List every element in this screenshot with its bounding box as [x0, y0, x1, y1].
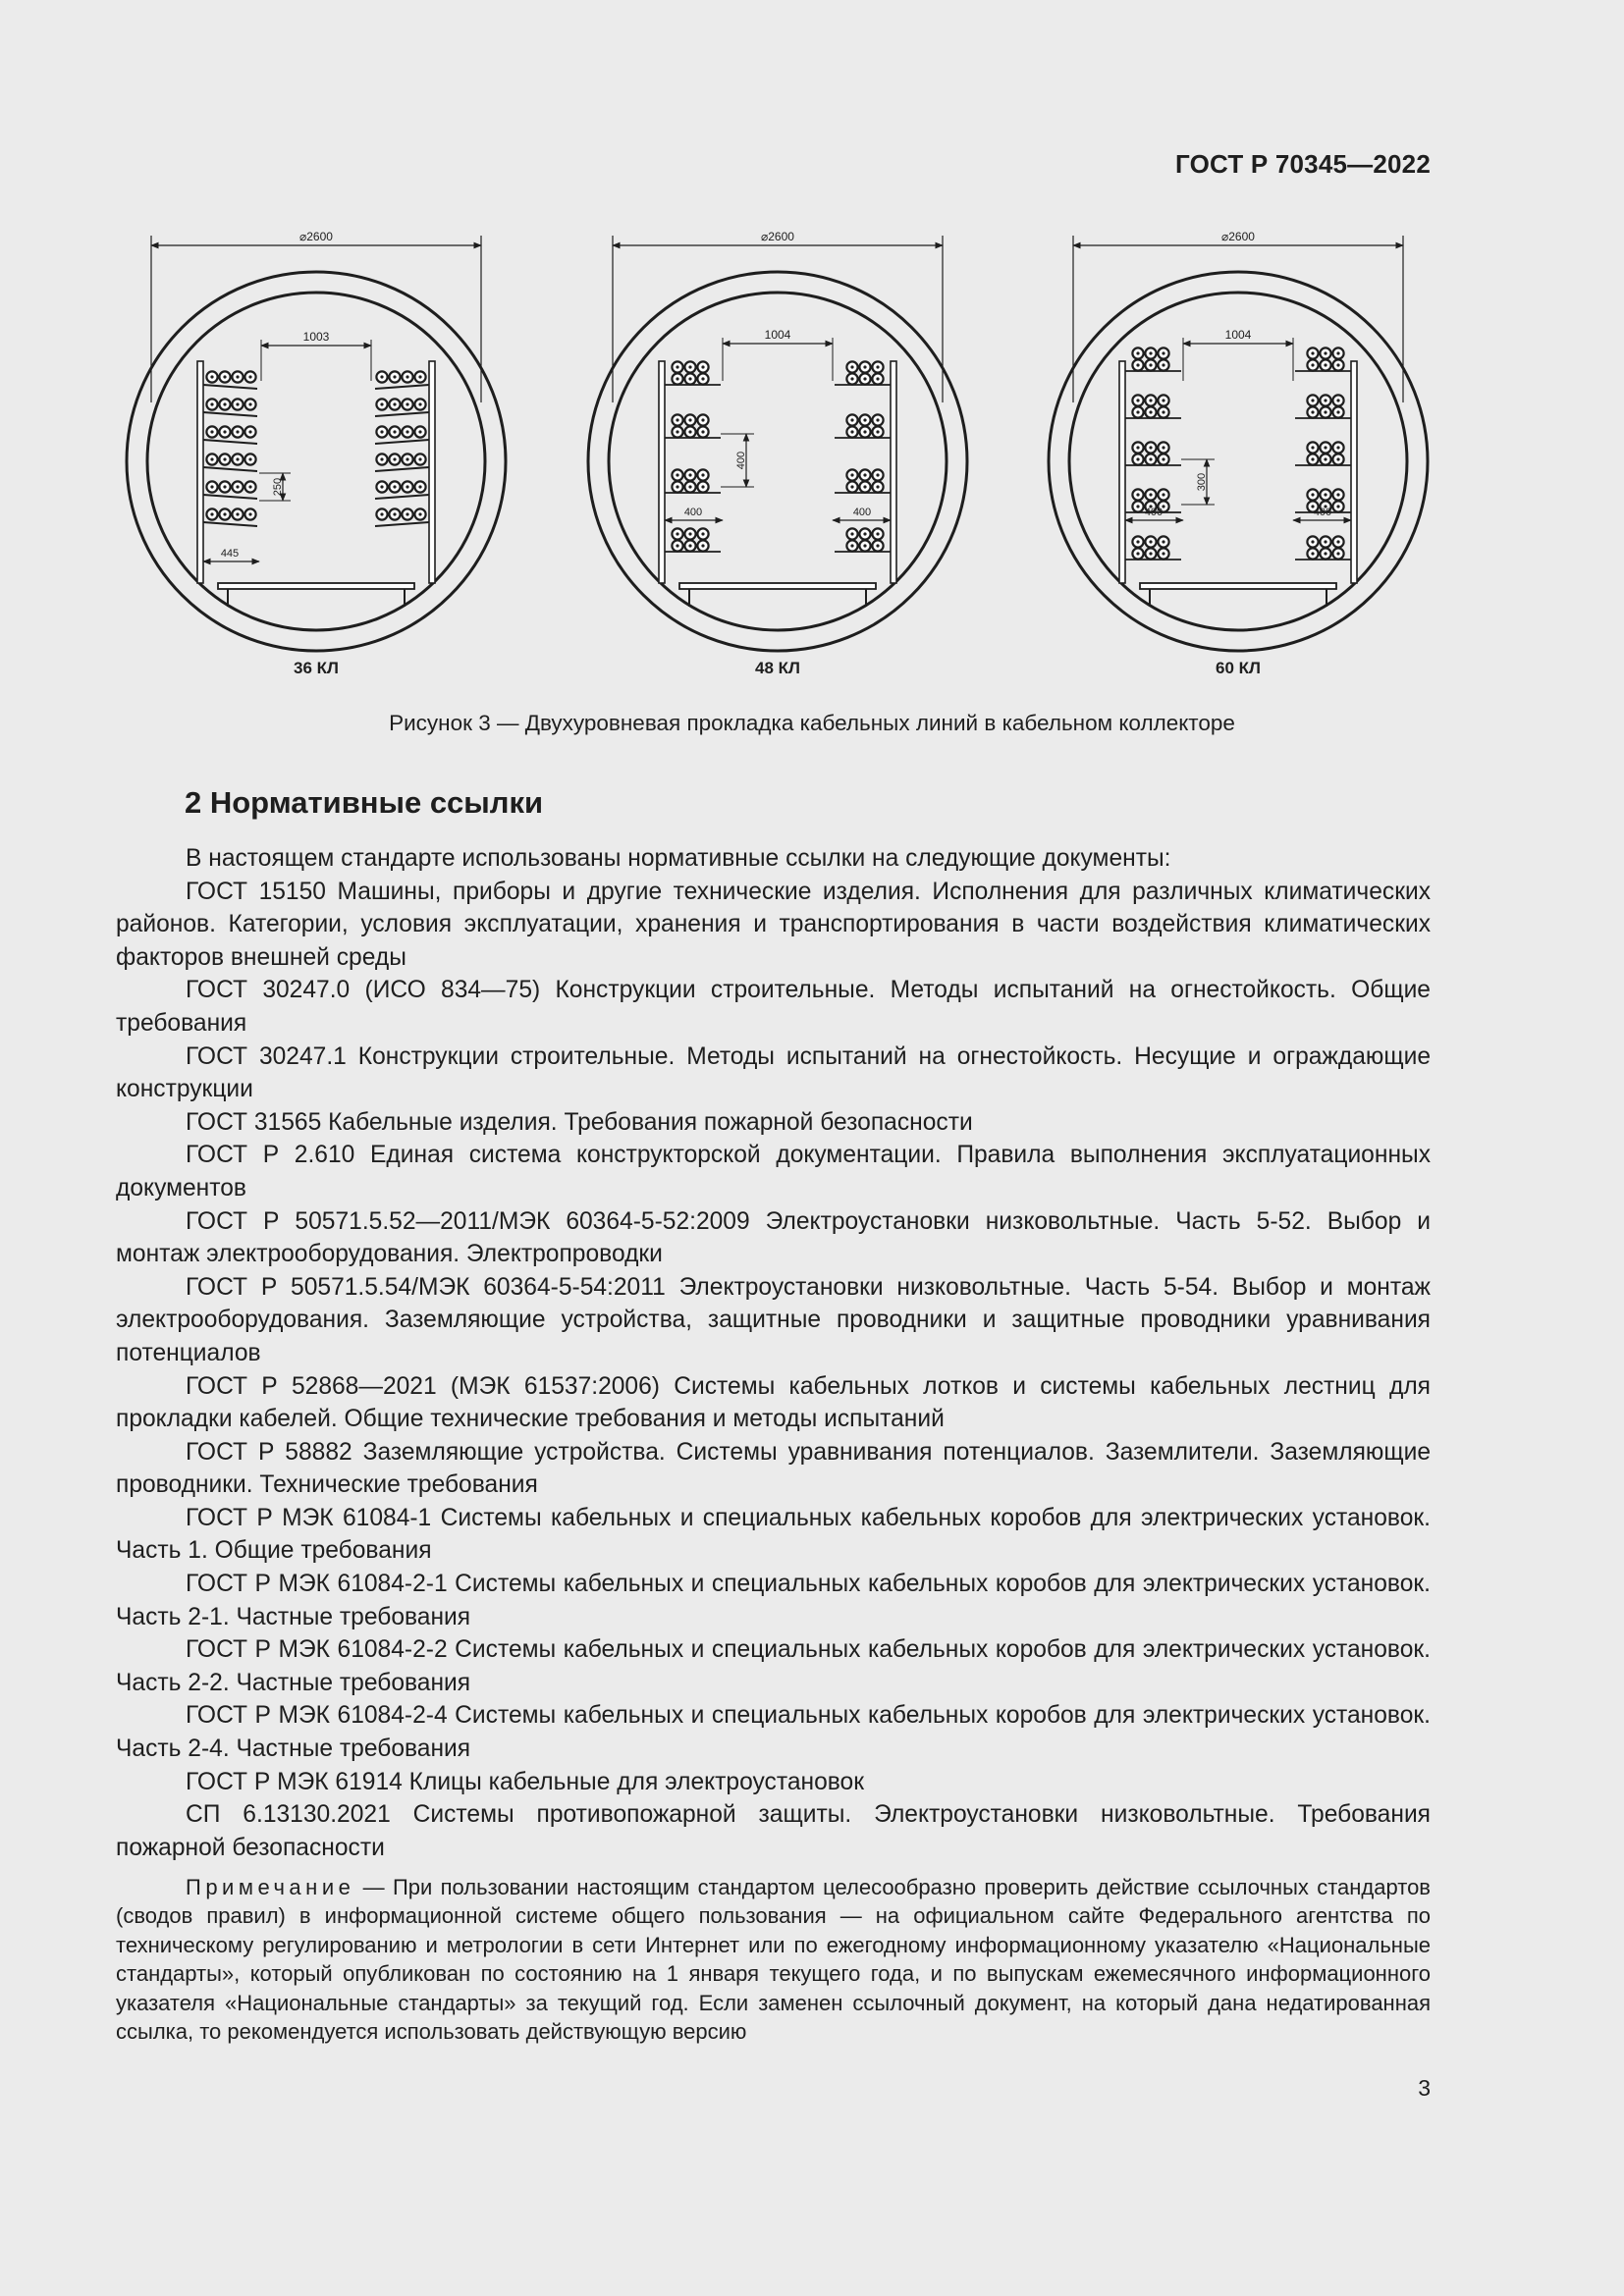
cable-symbol	[376, 371, 387, 382]
section-title: 2 Нормативные ссылки	[185, 785, 544, 820]
reference-item: ГОСТ 30247.1 Конструкции строительные. Методы испытаний на огнестойкость. Несущие и ограждающие конструкции	[116, 1042, 1431, 1103]
cable-symbol	[1132, 489, 1143, 500]
cable-symbol	[872, 481, 883, 492]
cable-symbol	[389, 399, 400, 409]
cable-shelf	[203, 412, 257, 416]
cable-symbol	[244, 399, 255, 409]
cable-symbol	[232, 399, 243, 409]
cable-symbol	[244, 426, 255, 437]
cable-symbol	[376, 454, 387, 464]
shelf-label: 400	[852, 507, 872, 518]
cable-symbol	[697, 540, 708, 551]
cable-symbol	[1158, 489, 1168, 500]
cable-symbol	[859, 540, 870, 551]
cable-symbol	[872, 414, 883, 425]
cable-symbol	[1132, 395, 1143, 405]
reference-item: ГОСТ Р 50571.5.54/МЭК 60364-5-54:2011 Электроустановки низковольтные. Часть 5-54. Выбор и монтаж электрооборудования. Заземляющие устройства, защитные проводники и защитные проводники уравнивания потенциалов	[116, 1273, 1431, 1366]
cable-symbol	[376, 399, 387, 409]
support-post-right	[891, 361, 896, 583]
cable-symbol	[414, 508, 425, 519]
cable-symbol	[1145, 489, 1156, 500]
cable-symbol	[1307, 548, 1318, 559]
cable-symbol	[414, 426, 425, 437]
note-label: Примечание	[186, 1875, 355, 1899]
shelf-label: 400	[683, 507, 703, 518]
reference-item: ГОСТ Р МЭК 61084-2-4 Системы кабельных и специальных кабельных коробов для электрических установок. Часть 2-4. Частные требования	[116, 1702, 1431, 1763]
cable-symbol	[414, 399, 425, 409]
cable-symbol	[402, 399, 412, 409]
cable-symbol	[672, 426, 682, 437]
cable-symbol	[1145, 548, 1156, 559]
cable-symbol	[846, 426, 857, 437]
cable-symbol	[206, 508, 217, 519]
diameter-label: ⌀2600	[299, 230, 333, 243]
cable-symbol	[1132, 359, 1143, 370]
cable-symbol	[219, 399, 230, 409]
reference-item: ГОСТ Р 58882 Заземляющие устройства. Системы уравнивания потенциалов. Заземлители. Заземляющие проводники. Технические требования	[116, 1438, 1431, 1499]
cable-symbol	[1145, 536, 1156, 547]
cable-symbol	[1158, 536, 1168, 547]
cable-symbol	[1132, 454, 1143, 464]
cable-symbol	[376, 426, 387, 437]
cable-symbol	[1320, 395, 1330, 405]
cable-symbol	[684, 540, 695, 551]
figure-caption: Рисунок 3 — Двухуровневая прокладка кабельных линий в кабельном коллекторе	[389, 711, 1235, 735]
cable-symbol	[232, 454, 243, 464]
cable-symbol	[846, 528, 857, 539]
cable-symbol	[1307, 359, 1318, 370]
cable-symbol	[859, 414, 870, 425]
cable-shelf	[375, 412, 429, 416]
cable-symbol	[1332, 489, 1343, 500]
panel-label: 36 КЛ	[294, 659, 339, 677]
cable-symbol	[1332, 548, 1343, 559]
reference-item: ГОСТ Р МЭК 61914 Клицы кабельные для электроустановок	[186, 1768, 864, 1795]
cable-symbol	[872, 426, 883, 437]
cable-symbol	[402, 481, 412, 492]
spacing-label: 400	[735, 451, 747, 470]
cable-collector-figure	[108, 216, 1453, 687]
cable-shelf	[375, 385, 429, 389]
cable-shelf	[375, 495, 429, 499]
cable-symbol	[1307, 442, 1318, 453]
cable-symbol	[232, 481, 243, 492]
cable-symbol	[402, 371, 412, 382]
cable-symbol	[697, 481, 708, 492]
reference-item: ГОСТ 15150 Машины, приборы и другие технические изделия. Исполнения для различных климатических районов. Категории, условия эксплуатации, хранения и транспортирования в части воздействия климатических факторов внешней среды	[116, 878, 1431, 971]
cable-shelf	[203, 467, 257, 471]
reference-item: ГОСТ Р 52868—2021 (МЭК 61537:2006) Системы кабельных лотков и системы кабельных лестниц для прокладки кабелей. Общие технические требования и методы испытаний	[116, 1372, 1431, 1433]
cable-symbol	[376, 481, 387, 492]
cable-symbol	[1332, 347, 1343, 358]
reference-item: ГОСТ 30247.0 (ИСО 834—75) Конструкции строительные. Методы испытаний на огнестойкость. Общие требования	[116, 977, 1431, 1037]
cable-symbol	[1307, 454, 1318, 464]
cable-symbol	[697, 469, 708, 480]
cable-symbol	[1145, 406, 1156, 417]
cable-symbol	[672, 540, 682, 551]
cable-symbol	[1320, 489, 1330, 500]
cable-symbol	[672, 361, 682, 372]
shelf-label: 400	[1144, 507, 1164, 518]
cable-symbol	[232, 508, 243, 519]
cable-symbol	[389, 426, 400, 437]
cable-symbol	[859, 373, 870, 384]
cable-symbol	[846, 361, 857, 372]
cable-symbol	[1132, 536, 1143, 547]
spacing-label: 250	[272, 477, 284, 497]
cable-symbol	[684, 528, 695, 539]
support-post-left	[197, 361, 203, 583]
note	[116, 1873, 1431, 2046]
cable-symbol	[684, 373, 695, 384]
cable-symbol	[402, 508, 412, 519]
cable-symbol	[672, 414, 682, 425]
cable-symbol	[1158, 347, 1168, 358]
cable-symbol	[859, 481, 870, 492]
page-number: 3	[1418, 2075, 1431, 2101]
reference-item: ГОСТ Р 50571.5.52—2011/МЭК 60364-5-52:2009 Электроустановки низковольтные. Часть 5-52. Выбор и монтаж электрооборудования. Электропроводки	[116, 1207, 1431, 1268]
cable-shelf	[203, 495, 257, 499]
cable-symbol	[846, 540, 857, 551]
cable-symbol	[672, 469, 682, 480]
cable-symbol	[1320, 442, 1330, 453]
cable-symbol	[1132, 347, 1143, 358]
note-text: — При пользовании настоящим стандартом целесообразно проверить действие ссылочных стандартов (сводов правил) в информационной системе общего пользования — на официальном сайте Федерального агентства по техническому регулированию и метрологии в сети Интернет или по ежегодному информационному указателю «Национальные стандарты», который опубликован по состоянию на 1 января текущего года, и по выпускам ежемесячного информационного указателя «Национальные стандарты» за текущий год. Если заменен ссылочный документ, на который дана недатированная ссылка, то рекомендуется использовать действующую версию	[116, 1875, 1431, 2045]
cable-symbol	[1307, 536, 1318, 547]
cable-symbol	[1332, 395, 1343, 405]
cable-symbol	[697, 528, 708, 539]
cable-symbol	[846, 481, 857, 492]
references-list	[116, 842, 1431, 1864]
cable-symbol	[1145, 395, 1156, 405]
cable-symbol	[1332, 454, 1343, 464]
diameter-label: ⌀2600	[1221, 230, 1255, 243]
shelf-label: 445	[220, 548, 240, 560]
cable-symbol	[1158, 454, 1168, 464]
cable-symbol	[1132, 406, 1143, 417]
cable-symbol	[872, 540, 883, 551]
cable-symbol	[1320, 359, 1330, 370]
floor-platform	[679, 583, 876, 589]
cable-symbol	[219, 454, 230, 464]
cable-shelf	[375, 522, 429, 526]
cable-symbol	[872, 528, 883, 539]
cable-symbol	[1320, 347, 1330, 358]
panel-label: 60 КЛ	[1216, 659, 1261, 677]
cable-symbol	[402, 454, 412, 464]
panel-label: 48 КЛ	[755, 659, 800, 677]
cable-symbol	[1145, 454, 1156, 464]
cable-symbol	[846, 373, 857, 384]
cable-symbol	[697, 361, 708, 372]
cable-shelf	[203, 522, 257, 526]
cable-symbol	[219, 426, 230, 437]
cable-shelf	[203, 440, 257, 444]
cable-symbol	[232, 371, 243, 382]
reference-item: ГОСТ Р МЭК 61084-2-1 Системы кабельных и специальных кабельных коробов для электрических установок. Часть 2-1. Частные требования	[116, 1571, 1431, 1630]
cable-symbol	[846, 414, 857, 425]
floor-platform	[218, 583, 414, 589]
cable-symbol	[1320, 454, 1330, 464]
support-post-left	[1119, 361, 1125, 583]
cable-symbol	[684, 414, 695, 425]
cable-shelf	[203, 385, 257, 389]
cable-symbol	[389, 481, 400, 492]
cable-symbol	[684, 361, 695, 372]
cable-symbol	[402, 426, 412, 437]
cable-symbol	[1145, 442, 1156, 453]
cable-symbol	[697, 414, 708, 425]
cable-symbol	[672, 528, 682, 539]
cable-symbol	[414, 371, 425, 382]
cable-symbol	[414, 454, 425, 464]
cable-symbol	[1158, 406, 1168, 417]
cable-symbol	[219, 508, 230, 519]
cable-symbol	[672, 373, 682, 384]
cable-symbol	[1307, 406, 1318, 417]
cable-symbol	[232, 426, 243, 437]
cable-symbol	[389, 454, 400, 464]
cable-symbol	[697, 373, 708, 384]
cable-symbol	[859, 469, 870, 480]
cable-symbol	[244, 454, 255, 464]
cable-symbol	[1320, 406, 1330, 417]
cable-symbol	[1332, 501, 1343, 511]
width-label: 1004	[764, 328, 791, 342]
shelf-label: 400	[1313, 507, 1332, 518]
support-post-left	[659, 361, 665, 583]
cable-symbol	[1307, 489, 1318, 500]
cable-symbol	[1132, 442, 1143, 453]
cable-symbol	[1320, 536, 1330, 547]
cable-symbol	[1158, 548, 1168, 559]
cable-symbol	[1320, 548, 1330, 559]
reference-item: ГОСТ Р МЭК 61084-1 Системы кабельных и специальных кабельных коробов для электрических установок. Часть 1. Общие требования	[116, 1504, 1431, 1565]
cable-symbol	[697, 426, 708, 437]
reference-item: СП 6.13130.2021 Системы противопожарной защиты. Электроустановки низковольтные. Требования пожарной безопасности	[116, 1801, 1431, 1861]
cable-symbol	[872, 469, 883, 480]
cable-symbol	[389, 371, 400, 382]
cable-symbol	[206, 454, 217, 464]
support-post-right	[1351, 361, 1357, 583]
document-header: ГОСТ Р 70345—2022	[1175, 149, 1431, 179]
cable-symbol	[414, 481, 425, 492]
cable-symbol	[859, 426, 870, 437]
cable-symbol	[684, 426, 695, 437]
cable-symbol	[244, 508, 255, 519]
collector-panel	[1049, 230, 1428, 677]
cable-symbol	[872, 361, 883, 372]
cable-symbol	[1145, 347, 1156, 358]
cable-symbol	[1132, 501, 1143, 511]
cable-symbol	[219, 481, 230, 492]
cable-symbol	[1158, 442, 1168, 453]
cable-symbol	[1332, 359, 1343, 370]
cable-symbol	[684, 469, 695, 480]
floor-platform	[1140, 583, 1336, 589]
cable-symbol	[206, 399, 217, 409]
cable-symbol	[1307, 347, 1318, 358]
reference-item: ГОСТ 31565 Кабельные изделия. Требования пожарной безопасности	[186, 1108, 973, 1136]
cable-symbol	[1145, 359, 1156, 370]
cable-symbol	[684, 481, 695, 492]
collector-panel	[127, 230, 506, 677]
cable-symbol	[206, 426, 217, 437]
width-label: 1003	[302, 330, 330, 344]
cable-symbol	[872, 373, 883, 384]
cable-symbol	[219, 371, 230, 382]
cable-symbol	[1332, 536, 1343, 547]
cable-symbol	[206, 371, 217, 382]
reference-item: ГОСТ Р 2.610 Единая система конструкторской документации. Правила выполнения эксплуатационных документов	[116, 1142, 1431, 1201]
support-post-right	[429, 361, 435, 583]
cable-symbol	[1332, 406, 1343, 417]
width-label: 1004	[1224, 328, 1252, 342]
cable-symbol	[859, 361, 870, 372]
cable-symbol	[1307, 395, 1318, 405]
cable-symbol	[1132, 548, 1143, 559]
cable-symbol	[1158, 395, 1168, 405]
cable-symbol	[244, 371, 255, 382]
cable-symbol	[376, 508, 387, 519]
cable-symbol	[389, 508, 400, 519]
cable-shelf	[375, 467, 429, 471]
cable-shelf	[375, 440, 429, 444]
cable-symbol	[244, 481, 255, 492]
spacing-label: 300	[1196, 472, 1208, 492]
diameter-label: ⌀2600	[761, 230, 794, 243]
tunnel-outer-ring	[127, 272, 506, 651]
collector-panel	[588, 230, 967, 677]
references-intro: В настоящем стандарте использованы нормативные ссылки на следующие документы:	[186, 845, 1171, 872]
reference-item: ГОСТ Р МЭК 61084-2-2 Системы кабельных и специальных кабельных коробов для электрических установок. Часть 2-2. Частные требования	[116, 1636, 1431, 1696]
cable-symbol	[846, 469, 857, 480]
cable-symbol	[1332, 442, 1343, 453]
cable-symbol	[1158, 359, 1168, 370]
cable-symbol	[206, 481, 217, 492]
cable-symbol	[672, 481, 682, 492]
cable-symbol	[859, 528, 870, 539]
